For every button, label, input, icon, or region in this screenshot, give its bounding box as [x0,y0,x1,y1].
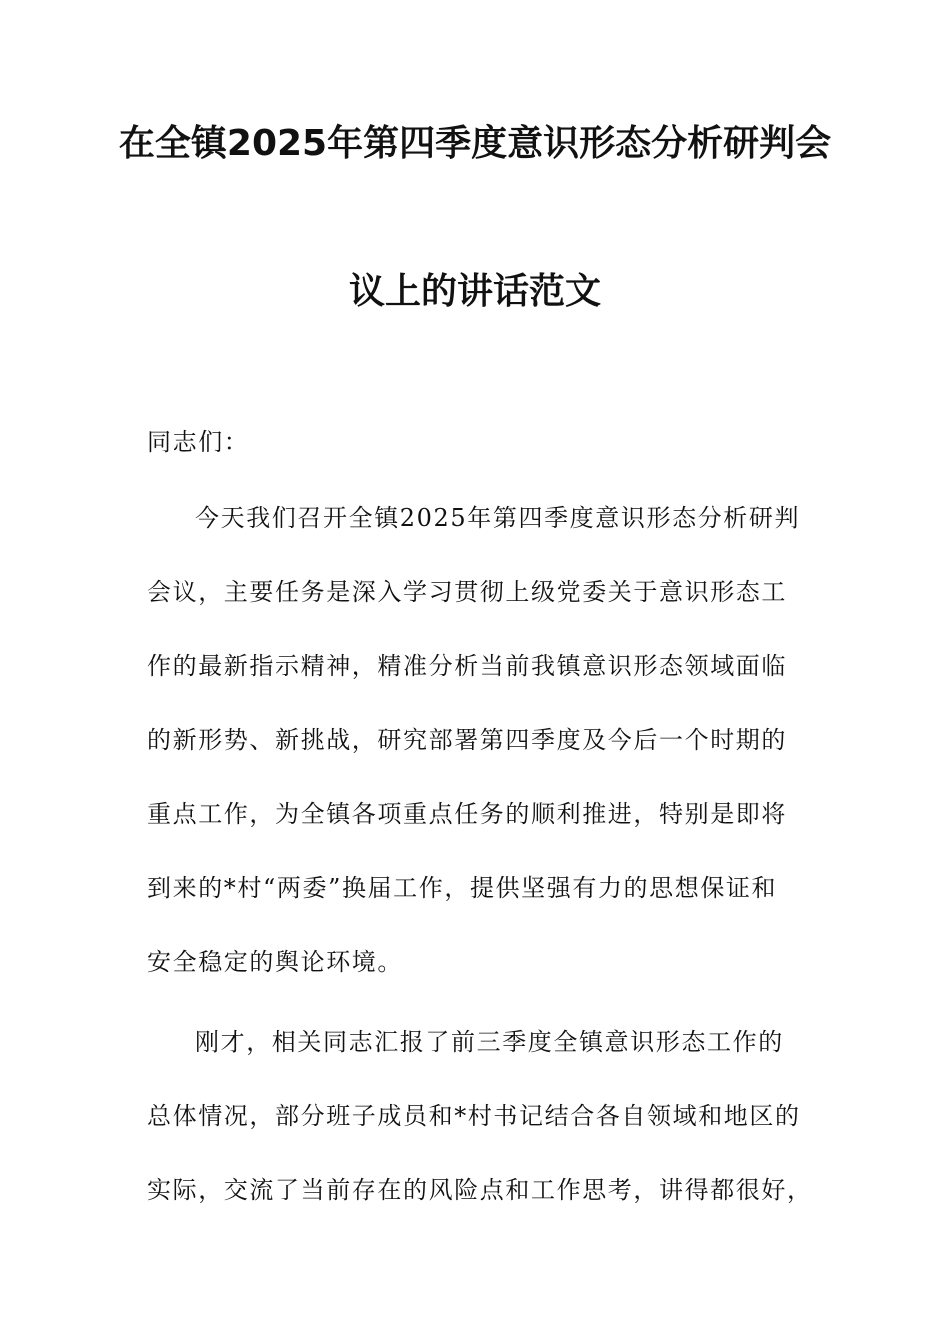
paragraph-line: 会议，主要任务是深入学习贯彻上级党委关于意识形态工 [147,578,787,606]
paragraph-line: 刚才，相关同志汇报了前三季度全镇意识形态工作的 [195,1028,784,1056]
paragraph-line: 安全稳定的舆论环境。 [147,948,403,976]
document-title-line-2: 议上的讲话范文 [348,271,601,312]
paragraph-line: 重点工作，为全镇各项重点任务的顺利推进，特别是即将 [147,800,787,828]
paragraph-line: 总体情况，部分班子成员和*村书记结合各自领域和地区的 [147,1102,801,1130]
paragraph-line: 实际，交流了当前存在的风险点和工作思考，讲得都很好， [147,1176,813,1204]
paragraph-line: 的新形势、新挑战，研究部署第四季度及今后一个时期的 [147,726,787,754]
salutation: 同志们： [147,428,250,456]
paragraph-line: 作的最新指示精神，精准分析当前我镇意识形态领域面临 [147,652,787,680]
document-title-line-1: 在全镇2025年第四季度意识形态分析研判会 [118,123,832,164]
paragraph-line: 到来的*村“两委”换届工作，提供坚强有力的思想保证和 [147,874,778,902]
paragraph-line: 今天我们召开全镇2025年第四季度意识形态分析研判 [195,504,801,532]
